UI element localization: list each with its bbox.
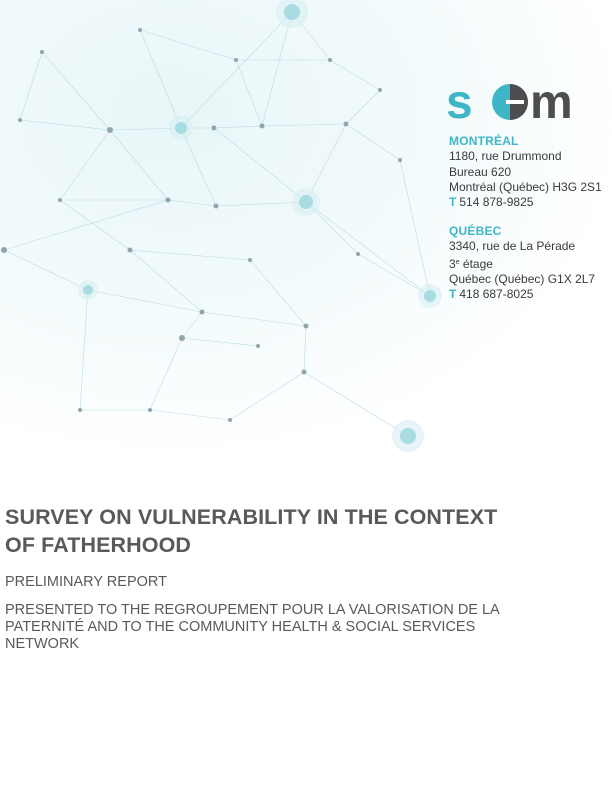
network-node [248, 258, 252, 262]
network-node [256, 344, 260, 348]
network-node [128, 248, 133, 253]
floor-number: 3 [449, 256, 456, 271]
network-node [166, 198, 171, 203]
network-node [175, 122, 187, 134]
office-quebec [449, 224, 595, 302]
office-address-line: 1180, rue Drummond [449, 149, 562, 164]
network-node [78, 408, 82, 412]
network-node [179, 335, 185, 341]
svg-text:s: s [446, 80, 471, 124]
svg-text:m: m [530, 80, 571, 124]
network-node [400, 428, 416, 444]
office-address-line [449, 255, 595, 272]
phone-number: 514 878-9825 [459, 195, 534, 210]
office-address-line: 3340, rue de La Pérade [449, 239, 576, 254]
network-node [138, 28, 142, 32]
network-node [302, 370, 307, 375]
report-title: SURVEY ON VULNERABILITY IN THE CONTEXT OF FATHERHOOD [5, 505, 498, 557]
network-node [212, 126, 217, 131]
office-phone [449, 287, 595, 302]
office-phone [449, 195, 602, 210]
network-node [58, 198, 62, 202]
network-node [284, 4, 300, 20]
network-node [1, 247, 7, 253]
network-node [328, 58, 332, 62]
network-node [344, 122, 349, 127]
floor-label: étage [459, 256, 493, 271]
network-node [378, 88, 382, 92]
office-montreal [449, 134, 602, 210]
network-node [304, 324, 309, 329]
network-node [234, 58, 238, 62]
phone-label: T [449, 287, 457, 302]
report-presented-to: PRESENTED TO THE REGROUPEMENT POUR LA VALORISATION DE LA PATERNITÉ AND TO THE COMMUNITY HEALTH & SOCIAL SERVICES NETWORK [5, 602, 499, 652]
network-node [299, 195, 313, 209]
office-city-quebec: QUÉBEC [449, 224, 502, 238]
network-node [214, 204, 219, 209]
network-node [40, 50, 44, 54]
network-node [424, 290, 436, 302]
report-subtitle: PRELIMINARY REPORT [5, 574, 167, 590]
network-node [228, 418, 232, 422]
office-address-line: Québec (Québec) G1X 2L7 [449, 271, 596, 286]
phone-number: 418 687-8025 [459, 287, 534, 302]
network-node [260, 124, 265, 129]
phone-label: T [449, 195, 457, 210]
network-node [148, 408, 152, 412]
office-city-montreal: MONTRÉAL [449, 134, 519, 148]
network-node [356, 252, 360, 256]
network-node [107, 127, 113, 133]
office-address-line: Montréal (Québec) H3G 2S1 [449, 179, 602, 194]
network-node [83, 285, 93, 295]
floor-suffix: e [455, 258, 460, 266]
network-node [18, 118, 22, 122]
network-node [200, 310, 205, 315]
network-node [398, 158, 402, 162]
som-logo [446, 80, 602, 124]
office-address-line: Bureau 620 [449, 164, 512, 179]
